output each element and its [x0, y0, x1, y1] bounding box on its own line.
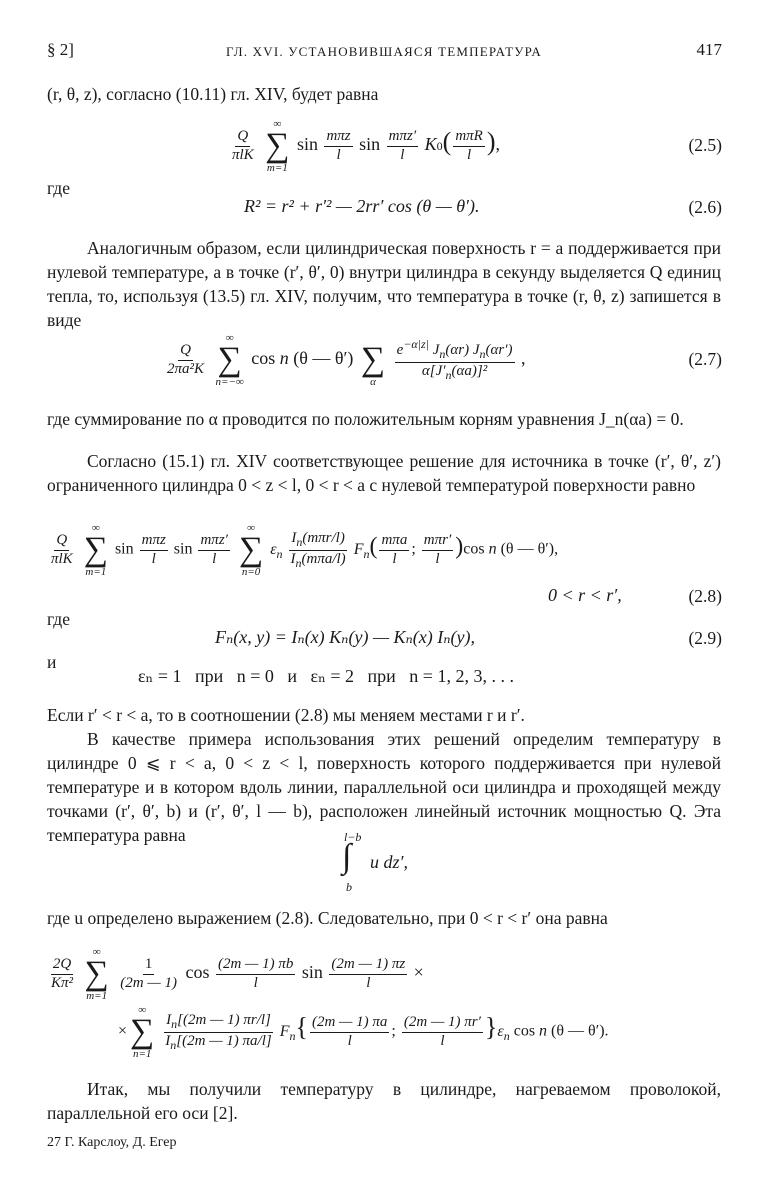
integral-body: u dz′, [370, 852, 408, 872]
running-title: ГЛ. XVI. УСТАНОВИВШАЯСЯ ТЕМПЕРАТУРА [226, 44, 542, 59]
integral-sign: ∫ [342, 838, 352, 875]
section-marker: § 2] [47, 40, 74, 59]
equation-number-2-9: (2.9) [688, 628, 722, 648]
equation-2-9: Fₙ(x, y) = Iₙ(x) Kₙ(y) — Kₙ(x) Iₙ(y), [215, 627, 475, 647]
integral-lower-limit: b [346, 880, 352, 894]
equation-2-8-condition: 0 < r < r′, [548, 585, 622, 605]
integral-expression [340, 830, 460, 894]
equation-2-6: R² = r² + r′² — 2rr′ cos (θ — θ′). [244, 196, 480, 216]
intro-line: (r, θ, z), согласно (10.11) гл. XIV, будет равна [47, 84, 379, 104]
equation-number-2-6: (2.6) [688, 197, 722, 217]
paragraph-example: В качестве примера использования этих решений определим температуру в цилиндре 0 ⩽ r < a, 0 < z < l, поверхность которого поддерживается при нулевой температуре и в котором вдоль линии, параллельной оси цилиндра и проходящей между точками (r′, θ′, b) и (r′, θ′, l — b), расположен линейный источник мощностью Q. Эта температура равна [47, 729, 721, 845]
final-equation-line-1: $\frac{2Q}{\text{Kπ²}}$ ∞ ∑ m=1 $\frac{1}{(2m — 1)}$ cos $\frac{(2m — 1) \pi b}{l}$ sin $\frac{(2m — 1) \pi z}{l}$ × [51, 946, 424, 1002]
equation-number-2-8: (2.8) [688, 586, 722, 606]
equation-2-5: $\frac{Q}{\text{πlK}}$ ∞ ∑ m=1 sin $\frac{\text{mπz}}{l}$ sin $\frac{\text{mπz′}}{l}$ K0( $\frac{\text{mπR}}{l}$ ), [232, 118, 500, 174]
equation-number-2-5: (2.5) [688, 135, 722, 155]
equation-number-2-7: (2.7) [688, 349, 722, 369]
final-equation-line-2: × ∞ ∑ n=1 $\frac{I_n[(2m — 1) \pi r/l]}{I_n[(2m — 1) \pi a/l]}$ $F_n${ $\frac{(2m — 1) \pi a}{l}$ ; $\frac{(2m — 1) \pi r'}{l}$ }$\varepsilon_n$ cos n (θ — θ′). [118, 1004, 609, 1060]
paragraph-consequently: где u определено выражением (2.8). Следовательно, при 0 < r < r′ она равна [47, 908, 608, 928]
where-label-2: где [47, 609, 70, 629]
equation-2-8: $\frac{Q}{\text{πlK}}$ ∞ ∑ m=1 sin $\frac{\text{mπz}}{l}$ sin $\frac{\text{mπz′}}{l}$ ∞ ∑ n=0 $\varepsilon_n$ $\frac{I_n(m\pi r/l)}{I_n(m\pi a/l)}$ $F_n$( $\frac{\text{mπa}}{l}$ ; $\frac{\text{mπr′}}{l}$ )cos n (θ — θ′), [51, 522, 559, 578]
paragraph-bounded-cylinder: Согласно (15.1) гл. XIV соответствующее решение для источника в точке (r′, θ′, z′) ограниченного цилиндра 0 < z < l, 0 < r < a с нулевой температурой поверхности равно [47, 451, 721, 495]
paragraph-conclusion: Итак, мы получили температуру в цилиндре, нагреваемом проволокой, параллельной его оси [2]. [47, 1079, 721, 1123]
epsilon-definition: εₙ = 1 при n = 0 и εₙ = 2 при n = 1, 2, 3, . . . [138, 666, 514, 686]
integral-upper-limit: l−b [344, 830, 362, 844]
paragraph-analogous: Аналогичным образом, если цилиндрическая поверхность r = a поддерживается при нулевой температуре, а в точке (r′, θ′, 0) внутри цилиндра в секунду выделяется Q единиц тепла, то, используя (13.5) гл. XIV, получим, что температура в точке (r, θ, z) запишется в виде [47, 238, 721, 330]
signature-footer: 27 Г. Карслоу, Д. Егер [47, 1135, 177, 1150]
page-number: 417 [696, 40, 722, 59]
where-label-1: где [47, 178, 70, 198]
paragraph-summation-note: где суммирование по α проводится по положительным корням уравнения J_n(αa) = 0. [47, 409, 684, 429]
paragraph-swap-note: Если r′ < r < a, то в соотношении (2.8) мы меняем местами r и r′. [47, 705, 525, 725]
equation-2-7: $\frac{Q}{\text{2πa²K}}$ ∞ ∑ n=−∞ cos n (θ — θ′) ∑ α $\frac{e^{-\alpha|z|} J_n(\alpha r) J_n(\alpha r')}{\alpha[J'_n(\alpha a)]^2}$ , [167, 332, 526, 388]
and-label: и [47, 652, 57, 672]
